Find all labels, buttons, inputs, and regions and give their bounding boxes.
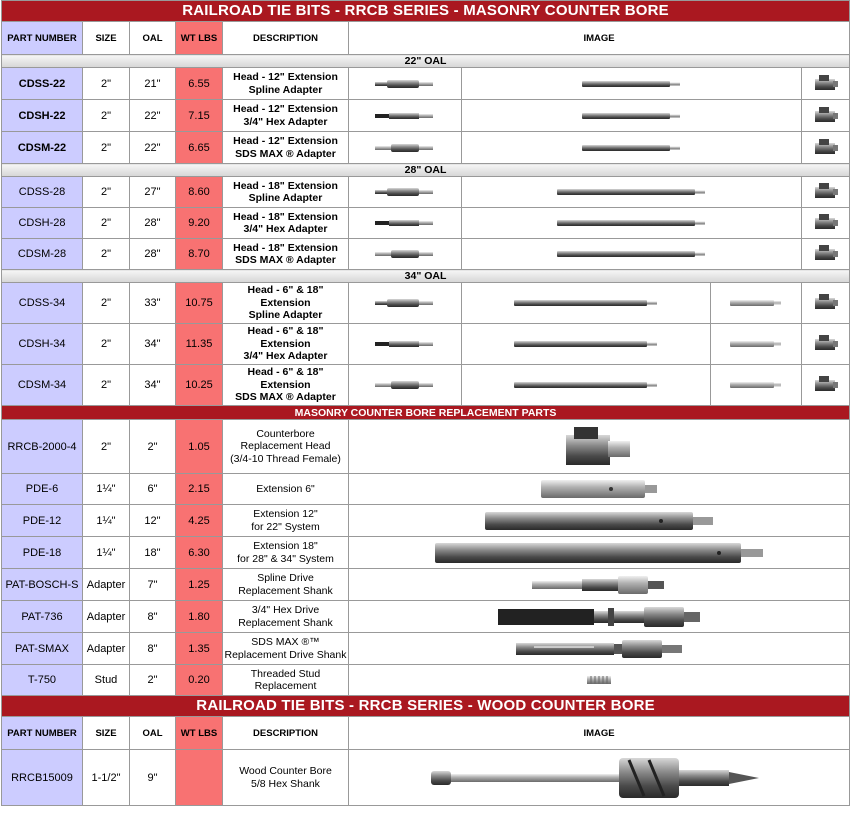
oal: 22" (130, 132, 176, 164)
head-image (802, 100, 850, 132)
weight: 1.25 (176, 569, 223, 601)
oal: 33" (130, 283, 176, 324)
description (223, 665, 349, 696)
oal: 28" (130, 239, 176, 270)
extension-image (462, 68, 802, 100)
oal: 6" (130, 474, 176, 505)
description-line-3: Spline Adapter (248, 309, 323, 322)
header-row (2, 22, 850, 55)
description (223, 537, 349, 569)
head-image (802, 324, 850, 365)
description-line-3: SDS MAX ® Adapter (235, 391, 336, 404)
description (223, 283, 349, 324)
description-line-2: 5/8 Hex Shank (251, 777, 320, 790)
description-line-1: Head - 6" & 18" (247, 325, 324, 338)
part-number: CDSS-22 (2, 68, 83, 100)
adapter-image (349, 132, 462, 164)
section-28-oal: 28" OAL (2, 164, 850, 177)
description-line-1: Head - 18" Extension (233, 210, 338, 223)
oal: 22" (130, 100, 176, 132)
size: 2" (83, 239, 130, 270)
header-size: SIZE (83, 22, 130, 55)
extension-18-image (349, 537, 850, 569)
size: 2" (83, 100, 130, 132)
description-line-2: 3/4" Hex Adapter (243, 223, 328, 235)
header-weight: WT LBS (176, 717, 223, 750)
table-row (2, 324, 850, 365)
description (223, 569, 349, 601)
description (223, 208, 349, 239)
adapter-image (349, 365, 462, 406)
description (223, 132, 349, 164)
oal: 28" (130, 208, 176, 239)
weight: 8.70 (176, 239, 223, 270)
head-image (802, 208, 850, 239)
weight: 2.15 (176, 474, 223, 505)
part-number: PAT-736 (2, 601, 83, 633)
part-number: CDSH-28 (2, 208, 83, 239)
table-row (2, 750, 850, 806)
weight: 10.75 (176, 283, 223, 324)
description-line-3: (3/4-10 Thread Female) (230, 452, 341, 465)
description-line-2: SDS MAX ® Adapter (235, 147, 336, 160)
replacement-parts-title: MASONRY COUNTER BORE REPLACEMENT PARTS (2, 406, 850, 420)
part-number: CDSM-34 (2, 365, 83, 406)
adapter-image (349, 177, 462, 208)
wood-counter-bore-image (349, 750, 850, 806)
size: 1¼" (83, 537, 130, 569)
description-line-1: Counterbore (256, 427, 315, 440)
description-line-1: Extension 12" (253, 508, 318, 520)
description-line-1: Wood Counter Bore (239, 765, 332, 777)
description-line-1: Spline Drive (257, 572, 314, 584)
adapter-image (349, 100, 462, 132)
extension-6-image (711, 365, 802, 406)
oal: 34" (130, 365, 176, 406)
header-oal: OAL (130, 22, 176, 55)
oal: 27" (130, 177, 176, 208)
weight: 10.25 (176, 365, 223, 406)
masonry-table (1, 0, 850, 806)
description-line-2: SDS MAX ® Adapter (235, 254, 336, 266)
extension-image (462, 208, 802, 239)
part-number: PDE-18 (2, 537, 83, 569)
adapter-image (349, 208, 462, 239)
size: 2" (83, 324, 130, 365)
part-number: PDE-12 (2, 505, 83, 537)
description-line-2: Extension (260, 296, 311, 309)
table-row (2, 569, 850, 601)
weight: 8.60 (176, 177, 223, 208)
weight: 11.35 (176, 324, 223, 365)
sds-max-shank-image (349, 633, 850, 665)
part-number: CDSM-28 (2, 239, 83, 270)
head-image (802, 239, 850, 270)
header-size: SIZE (83, 717, 130, 750)
description (223, 365, 349, 406)
wood-header-row (2, 717, 850, 750)
part-number: CDSS-28 (2, 177, 83, 208)
oal: 9" (130, 750, 176, 806)
description-line-2: Replacement Head (240, 440, 331, 453)
weight: 4.25 (176, 505, 223, 537)
size: Adapter (83, 601, 130, 633)
part-number: T-750 (2, 665, 83, 696)
table-row (2, 177, 850, 208)
description-line-1: Extension 6" (256, 482, 315, 495)
description (223, 68, 349, 100)
description-line-1: Threaded Stud (250, 667, 321, 680)
description-line-1: Head - 18" Extension (233, 241, 338, 254)
description-line-2: for 22" System (251, 520, 320, 533)
oal: 8" (130, 633, 176, 665)
masonry-title: RAILROAD TIE BITS - RRCB SERIES - MASONRY COUNTER BORE (2, 1, 850, 22)
size: 2" (83, 283, 130, 324)
description-line-2: Replacement Shank (238, 616, 333, 629)
size: 2" (83, 420, 130, 474)
table-row (2, 633, 850, 665)
size: 2" (83, 177, 130, 208)
extension-6-image (349, 474, 850, 505)
header-description: DESCRIPTION (223, 22, 349, 55)
part-number: CDSH-34 (2, 324, 83, 365)
oal: 2" (130, 665, 176, 696)
threaded-stud-image (349, 665, 850, 696)
size: 1-1/2" (83, 750, 130, 806)
description (223, 750, 349, 806)
extension-image (462, 177, 802, 208)
description (223, 601, 349, 633)
part-number: CDSM-22 (2, 132, 83, 164)
weight: 6.65 (176, 132, 223, 164)
size: 2" (83, 208, 130, 239)
part-number: PAT-BOSCH-S (2, 569, 83, 601)
description-line-1: SDS MAX ®™ (251, 636, 320, 648)
extension-image (462, 239, 802, 270)
table-row (2, 283, 850, 324)
description-line-1: Head - 6" & 18" (247, 366, 324, 379)
oal: 8" (130, 601, 176, 633)
description (223, 100, 349, 132)
table-row (2, 505, 850, 537)
table-row (2, 537, 850, 569)
description (223, 420, 349, 474)
head-image (802, 68, 850, 100)
description (223, 633, 349, 665)
description-line-2: Replacement (254, 680, 317, 692)
extension-18-image (462, 283, 711, 324)
part-number: PAT-SMAX (2, 633, 83, 665)
description (223, 324, 349, 365)
adapter-image (349, 324, 462, 365)
adapter-image (349, 239, 462, 270)
description-line-2: for 28" & 34" System (237, 552, 334, 565)
description-line-2: Replacement Drive Shank (224, 648, 347, 661)
head-image (802, 283, 850, 324)
oal: 12" (130, 505, 176, 537)
head-image (802, 132, 850, 164)
size: Stud (83, 665, 130, 696)
part-number: PDE-6 (2, 474, 83, 505)
description-line-1: Head - 12" Extension (233, 103, 338, 115)
section-34-oal: 34" OAL (2, 270, 850, 283)
description-line-1: Head - 12" Extension (233, 71, 338, 83)
head-image (802, 177, 850, 208)
size: 1¼" (83, 474, 130, 505)
description-line-1: Extension 18" (253, 540, 318, 552)
description-line-1: Head - 12" Extension (233, 135, 338, 147)
extension-18-image (462, 365, 711, 406)
description-line-2: Replacement Shank (238, 584, 333, 597)
extension-18-image (462, 324, 711, 365)
header-part-number: PART NUMBER (2, 22, 83, 55)
weight: 1.05 (176, 420, 223, 474)
oal: 18" (130, 537, 176, 569)
adapter-image (349, 283, 462, 324)
description-line-2: Extension (260, 337, 311, 350)
header-image: IMAGE (349, 717, 850, 750)
part-number: CDSH-22 (2, 100, 83, 132)
description (223, 177, 349, 208)
table-row (2, 601, 850, 633)
part-number: RRCB-2000-4 (2, 420, 83, 474)
weight: 0.20 (176, 665, 223, 696)
table-row (2, 665, 850, 696)
replacement-head-image (349, 420, 850, 474)
description-line-2: Spline Adapter (248, 83, 323, 96)
weight: 7.15 (176, 100, 223, 132)
description-line-1: 3/4" Hex Drive (251, 604, 320, 616)
table-row (2, 365, 850, 406)
header-weight: WT LBS (176, 22, 223, 55)
spline-shank-image (349, 569, 850, 601)
weight: 6.30 (176, 537, 223, 569)
extension-image (462, 132, 802, 164)
table-row (2, 474, 850, 505)
description-line-2: 3/4" Hex Adapter (243, 115, 328, 128)
extension-6-image (711, 283, 802, 324)
table-row (2, 132, 850, 164)
head-image (802, 365, 850, 406)
description (223, 239, 349, 270)
section-22-oal: 22" OAL (2, 55, 850, 68)
table-row (2, 100, 850, 132)
header-description: DESCRIPTION (223, 717, 349, 750)
size: Adapter (83, 633, 130, 665)
weight: 6.55 (176, 68, 223, 100)
adapter-image (349, 68, 462, 100)
header-oal: OAL (130, 717, 176, 750)
weight (176, 750, 223, 806)
extension-6-image (711, 324, 802, 365)
size: 2" (83, 68, 130, 100)
weight: 1.35 (176, 633, 223, 665)
description-line-2: Extension (260, 378, 311, 391)
part-number: CDSS-34 (2, 283, 83, 324)
extension-image (462, 100, 802, 132)
size: 2" (83, 365, 130, 406)
weight: 1.80 (176, 601, 223, 633)
part-number: RRCB15009 (2, 750, 83, 806)
description (223, 505, 349, 537)
table-row (2, 239, 850, 270)
weight: 9.20 (176, 208, 223, 239)
description-line-3: 3/4" Hex Adapter (243, 350, 328, 363)
description-line-1: Head - 6" & 18" (247, 284, 324, 297)
oal: 2" (130, 420, 176, 474)
description-line-1: Head - 18" Extension (233, 179, 338, 192)
extension-12-image (349, 505, 850, 537)
header-image: IMAGE (349, 22, 850, 55)
table-row (2, 420, 850, 474)
table-row (2, 208, 850, 239)
table-row (2, 68, 850, 100)
size: Adapter (83, 569, 130, 601)
oal: 34" (130, 324, 176, 365)
description-line-2: Spline Adapter (248, 192, 323, 204)
size: 2" (83, 132, 130, 164)
description (223, 474, 349, 505)
header-part-number: PART NUMBER (2, 717, 83, 750)
oal: 7" (130, 569, 176, 601)
hex-shank-image (349, 601, 850, 633)
wood-title: RAILROAD TIE BITS - RRCB SERIES - WOOD COUNTER BORE (2, 696, 850, 717)
oal: 21" (130, 68, 176, 100)
size: 1¼" (83, 505, 130, 537)
